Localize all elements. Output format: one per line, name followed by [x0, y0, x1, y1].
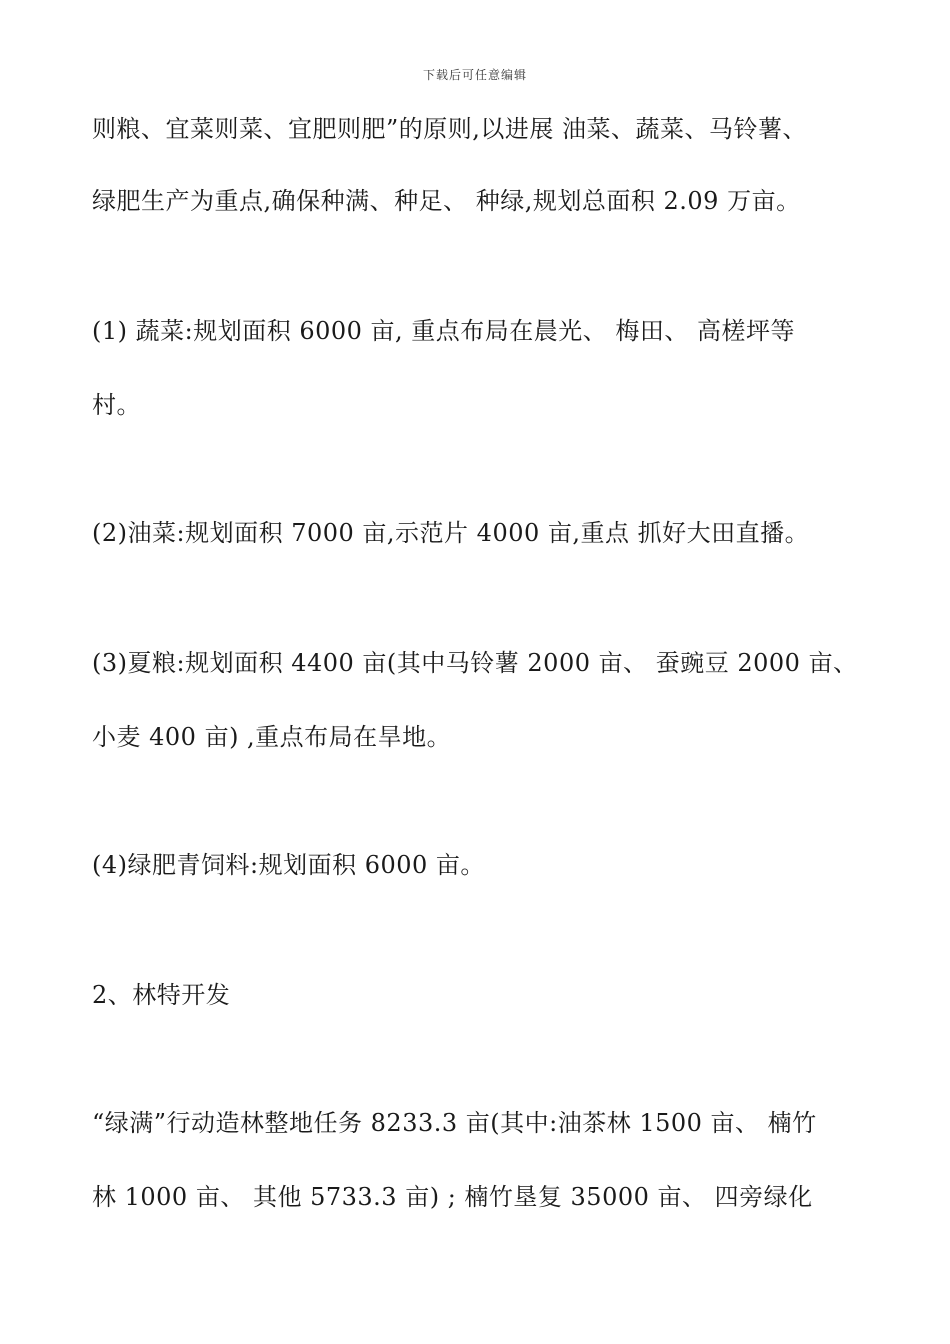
text-line: “绿满”行动造林整地任务 8233.3 亩(其中:油茶林 1500 亩、 楠竹 — [92, 1109, 817, 1137]
page-header: 下载后可任意编辑 — [422, 68, 527, 82]
text-line: (3)夏粮:规划面积 4400 亩(其中马铃薯 2000 亩、 蚕豌豆 2000 亩、 — [92, 649, 858, 677]
text-line: (1) 蔬菜:规划面积 6000 亩, 重点布局在晨光、 梅田、 高槎坪等 — [92, 317, 796, 345]
text-line: 则粮、宜菜则菜、宜肥则肥”的原则,以进展 油菜、蔬菜、马铃薯、 — [92, 115, 808, 143]
text-line: 小麦 400 亩) ,重点布局在旱地。 — [92, 723, 452, 751]
text-line: 林 1000 亩、 其他 5733.3 亩) ; 楠竹垦复 35000 亩、 四旁绿化 — [92, 1183, 813, 1211]
text-line: 村。 — [92, 391, 141, 419]
text-line: (4)绿肥青饲料:规划面积 6000 亩。 — [92, 851, 485, 879]
text-line: (2)油菜:规划面积 7000 亩,示范片 4000 亩,重点 抓好大田直播。 — [92, 519, 810, 547]
section-heading: 2、林特开发 — [92, 981, 231, 1009]
text-line: 绿肥生产为重点,确保种满、种足、 种绿,规划总面积 2.09 万亩。 — [92, 187, 801, 215]
